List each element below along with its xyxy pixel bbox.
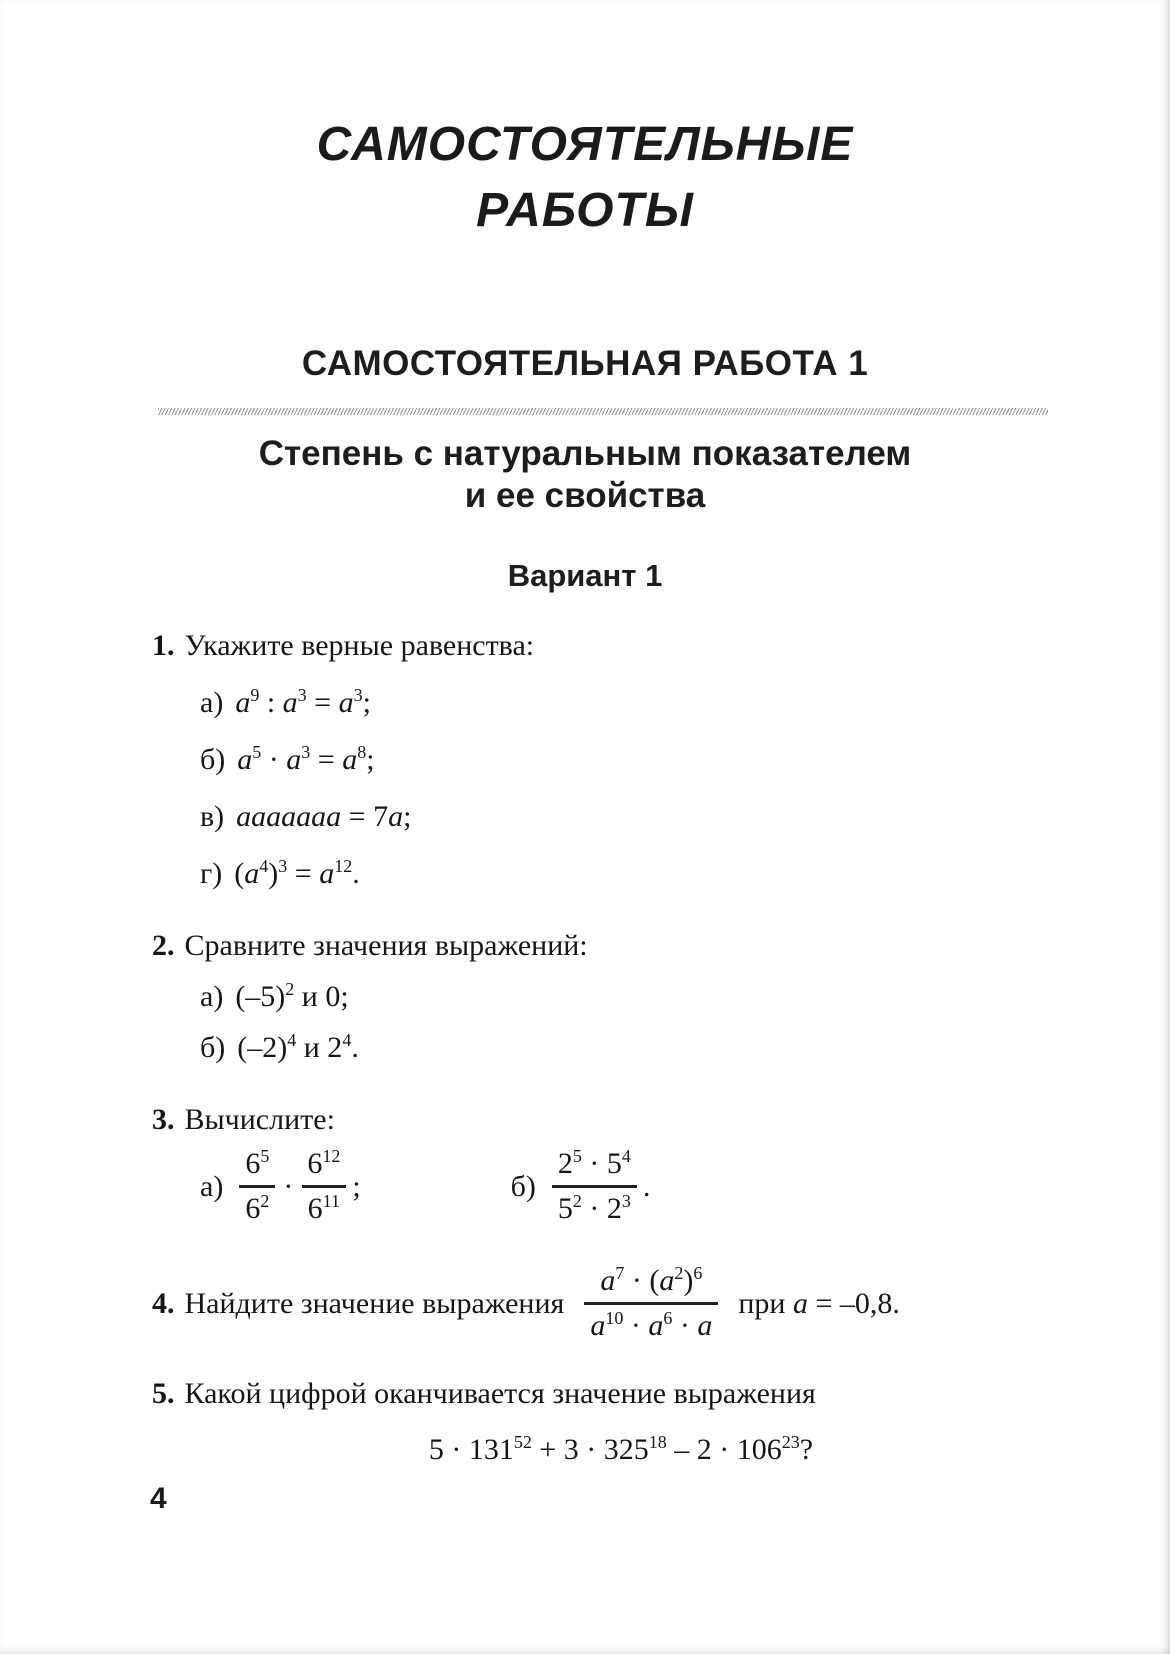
problem-5-heading	[152, 1373, 1090, 1415]
problem-5-expression: $5 \cdot 131^{52} + 3 \cdot 325^{18} - 2 \cdot 106^{23}$?	[428, 1432, 814, 1466]
book-title-line-2: РАБОТЫ	[476, 184, 694, 237]
fraction-denominator: $6^{11}$	[302, 1185, 346, 1226]
hatched-divider	[158, 408, 1048, 415]
book-title	[0, 0, 1170, 244]
problem-3-number: 3.	[152, 1103, 175, 1136]
problems-list	[152, 625, 1090, 1471]
topic-subtitle-line-1: Степень с натуральным показателем	[258, 434, 912, 473]
problem-1-item-b	[152, 739, 1090, 781]
fraction	[552, 1147, 637, 1226]
problem-1-heading	[152, 625, 1090, 667]
problem-2-heading	[152, 925, 1090, 967]
problem-3-item-b	[511, 1147, 651, 1226]
book-title-line-1: САМОСТОЯТЕЛЬНЫЕ	[316, 118, 854, 171]
fraction-numerator: $6^5$	[245, 1146, 270, 1180]
item-math: $(-2)^4$ и $2^4$.	[237, 1030, 359, 1064]
problem-1-number: 1.	[152, 629, 175, 662]
problem-4-condition: при a = –0,8.	[738, 1286, 900, 1320]
fraction-numerator: $2^5 \cdot 5^4$	[557, 1146, 631, 1180]
problem-2-text: Сравните значения выражений:	[184, 929, 588, 962]
item-punctuation: ;	[352, 1169, 361, 1203]
problem-2-item-a	[152, 976, 1090, 1018]
item-label: б)	[200, 743, 226, 776]
item-label: б)	[510, 1169, 536, 1203]
problem-5-text: Какой цифрой оканчивается значение выражения	[184, 1377, 816, 1410]
problem-3-item-a	[200, 1147, 361, 1226]
section-heading: САМОСТОЯТЕЛЬНАЯ РАБОТА 1	[301, 344, 869, 383]
problem-4-text: Найдите значение выражения	[184, 1286, 565, 1320]
problem-1-item-g	[152, 853, 1090, 895]
fraction-denominator: $6^2$	[239, 1185, 275, 1226]
topic-subtitle	[0, 433, 1170, 517]
item-label: в)	[200, 800, 225, 833]
item-label: б)	[200, 1031, 226, 1064]
problem-2-item-b	[152, 1027, 1090, 1069]
problem-1-text: Укажите верные равенства:	[184, 629, 535, 662]
item-math: $(-5)^2$ и 0;	[235, 979, 349, 1013]
problem-3-items	[152, 1147, 1090, 1226]
item-label: а)	[200, 980, 224, 1013]
problem-3-heading	[152, 1099, 1090, 1141]
item-math: $a^9$ : $a^3 = a^3$;	[235, 685, 371, 719]
item-math: aaaaaaa = 7a;	[236, 800, 412, 833]
problem-2	[152, 925, 1090, 1069]
fraction	[239, 1147, 275, 1226]
problem-4	[152, 1264, 1090, 1343]
problem-1-item-v	[152, 796, 1090, 838]
item-math: $a^5 \cdot a^3 = a^8$;	[237, 742, 375, 776]
fraction-denominator: $a^{10} \cdot a^6 \cdot a$	[584, 1302, 718, 1343]
fraction-numerator: $a^7 \cdot (a^2)^6$	[600, 1263, 703, 1297]
problem-2-number: 2.	[152, 929, 175, 962]
multiplication-dot: ·	[283, 1169, 294, 1203]
item-label: а)	[200, 1169, 224, 1203]
fraction	[301, 1147, 346, 1226]
problem-5-number: 5.	[152, 1377, 175, 1410]
fraction	[584, 1264, 718, 1343]
item-math: $(a^4)^3 = a^{12}$.	[234, 856, 360, 890]
fraction-numerator: $6^{12}$	[307, 1146, 341, 1180]
page-number: 4	[150, 1482, 167, 1515]
item-label: а)	[200, 686, 224, 719]
topic-subtitle-line-2: и ее свойства	[464, 476, 706, 515]
problem-1-item-a	[152, 682, 1090, 724]
problem-4-number: 4.	[152, 1286, 175, 1320]
item-label: г)	[200, 857, 223, 890]
item-punctuation: .	[642, 1169, 651, 1203]
fraction-denominator: $5^2 \cdot 2^3$	[552, 1185, 637, 1226]
variant-heading: Вариант 1	[507, 558, 663, 593]
problem-3-text: Вычислите:	[184, 1103, 335, 1136]
